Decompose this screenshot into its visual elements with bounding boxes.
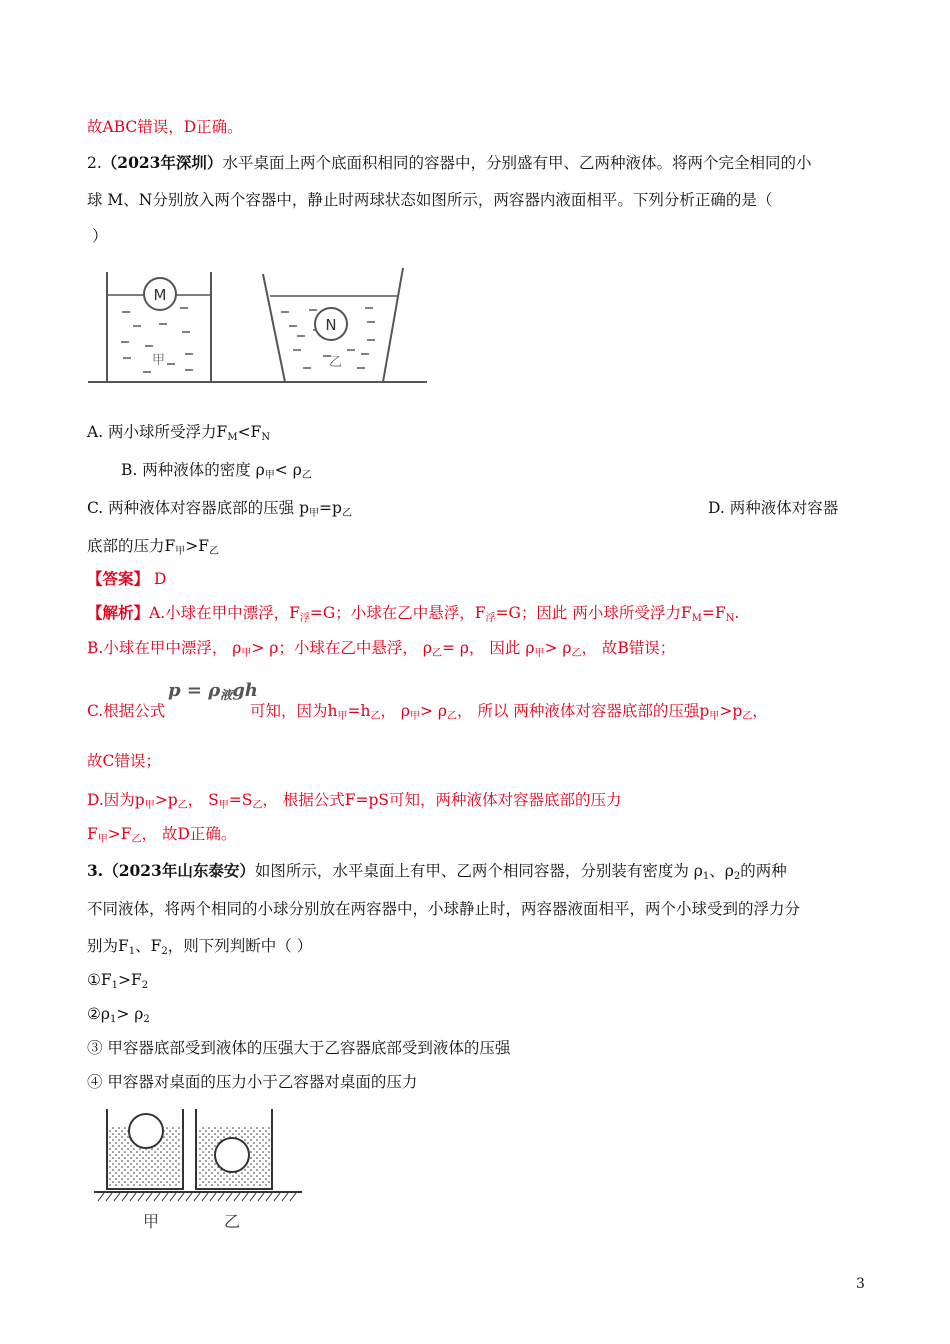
analysis-sub: 乙 bbox=[252, 800, 263, 811]
q2-analysis-b bbox=[87, 637, 675, 665]
option-a-mid: <F bbox=[237, 423, 262, 441]
option-d-mid: >F bbox=[185, 537, 210, 555]
analysis-sub: 乙 bbox=[742, 711, 753, 722]
ball-n-label: N bbox=[325, 316, 337, 334]
q3-stem3-text: 别为F bbox=[87, 937, 129, 955]
q3-item1 bbox=[87, 969, 148, 997]
analysis-sub: 浮 bbox=[485, 613, 496, 624]
q3-sub: 1 bbox=[111, 980, 119, 991]
option-d-sub: 甲 bbox=[175, 546, 186, 557]
analysis-sub: 乙 bbox=[431, 648, 442, 659]
option-b-text: B. 两种液体的密度 ρ bbox=[121, 461, 265, 479]
q3-stem-text1: 如图所示，水平桌面上有甲、乙两个相同容器，分别装有密度为 ρ bbox=[254, 862, 703, 880]
item2-mid: > ρ bbox=[116, 1005, 144, 1023]
option-b-sub: 乙 bbox=[301, 470, 312, 481]
q2-analysis-c-start: C.根据公式 bbox=[87, 702, 166, 720]
option-d-sub: 乙 bbox=[209, 546, 220, 557]
q2-figure bbox=[85, 260, 435, 390]
analysis-sub: 甲 bbox=[709, 711, 720, 722]
liquid-right-label: 乙 bbox=[329, 355, 343, 370]
q2-stem-line3: ） bbox=[92, 227, 108, 245]
q3-number: 3. bbox=[87, 861, 104, 880]
analysis-a-end2: =F bbox=[701, 604, 726, 622]
analysis-c-mid: =h bbox=[347, 702, 371, 720]
answer-label: 【答案】 bbox=[87, 569, 150, 588]
item1-text: ①F bbox=[87, 971, 112, 989]
q3-stem-mid: 、ρ bbox=[709, 862, 734, 880]
q3-stem-line3 bbox=[87, 935, 312, 963]
option-b-mid: < ρ bbox=[274, 461, 302, 479]
analysis-c-mid: >p bbox=[719, 702, 743, 720]
q3-stem-end: 的两种 bbox=[740, 862, 787, 880]
q2-stem-line2: 球 M、N分别放入两个容器中，静止时两球状态如图所示，两容器内液面相平。下列分析正确的是（ bbox=[87, 191, 773, 209]
q3-sub: 2 bbox=[161, 946, 168, 957]
analysis-c-mid: ， 所以 两种液体对容器底部的压强p bbox=[457, 702, 710, 720]
analysis-b-end: ， 故B错误； bbox=[581, 639, 676, 657]
analysis-a-end3: . bbox=[734, 604, 740, 622]
ball-1 bbox=[129, 1114, 163, 1148]
analysis-sub: 乙 bbox=[571, 648, 582, 659]
option-a-text: A. 两小球所受浮力F bbox=[87, 423, 228, 441]
ball-m-label: M bbox=[153, 286, 167, 304]
q3-item3: ③ 甲容器底部受到液体的压强大于乙容器底部受到液体的压强 bbox=[87, 1039, 511, 1057]
q2-answer bbox=[87, 568, 166, 590]
analysis-sub: N bbox=[725, 613, 735, 624]
q3-stem3-mid: 、F bbox=[135, 937, 162, 955]
q2-option-a bbox=[87, 421, 270, 449]
item2-text: ②ρ bbox=[87, 1005, 111, 1023]
analysis-d-mid: ， S bbox=[187, 791, 219, 809]
formula-sub: 液 bbox=[220, 688, 233, 702]
analysis-sub: 甲 bbox=[410, 711, 421, 722]
q2-analysis-c-line2: 故C错误； bbox=[87, 752, 161, 770]
q3-sub: 1 bbox=[702, 871, 710, 882]
q3-item2 bbox=[87, 1003, 150, 1031]
q3-stem-line2: 不同液体，将两个相同的小球分别放在两容器中，小球静止时，两容器液面相平，两个小球受到的浮力分 bbox=[87, 900, 801, 918]
option-c-sub: 乙 bbox=[341, 508, 352, 519]
q2-option-d-part2 bbox=[87, 535, 219, 563]
analysis-sub: 甲 bbox=[218, 800, 229, 811]
q2-stem-text1: 水平桌面上两个底面积相同的容器中，分别盛有甲、乙两种液体。将两个完全相同的小 bbox=[222, 154, 812, 172]
analysis-b-text: B.小球在甲中漂浮， ρ bbox=[87, 639, 242, 657]
q2-analysis-a bbox=[87, 602, 739, 630]
analysis-b-mid: > ρ；小球在乙中悬浮， ρ bbox=[251, 639, 432, 657]
analysis-sub: 甲 bbox=[337, 711, 348, 722]
analysis-b-mid: = ρ， 因此 ρ bbox=[441, 639, 535, 657]
analysis-sub: 甲 bbox=[534, 648, 545, 659]
analysis-a-text: A.小球在甲中漂浮，F bbox=[149, 604, 300, 622]
analysis-c-end: ， bbox=[752, 702, 768, 720]
analysis-sub: M bbox=[691, 613, 702, 624]
formula-main: p = ρ bbox=[168, 680, 221, 701]
analysis-sub: 甲 bbox=[144, 800, 155, 811]
analysis-sub: 乙 bbox=[177, 800, 188, 811]
option-c-text: C. 两种液体对容器底部的压强 p bbox=[87, 499, 310, 517]
q2-stem-line1 bbox=[87, 152, 811, 174]
q2-analysis-d bbox=[87, 789, 622, 817]
q2-analysis-c bbox=[250, 700, 768, 728]
previous-conclusion: 故ABC错误，D正确。 bbox=[87, 118, 243, 136]
analysis-sub: 甲 bbox=[97, 834, 108, 845]
option-a-sub: M bbox=[227, 432, 238, 443]
option-c-mid: =p bbox=[319, 499, 342, 517]
ball-2 bbox=[215, 1138, 249, 1172]
option-a-sub: N bbox=[261, 432, 271, 443]
analysis-d2-mid: >F bbox=[107, 825, 132, 843]
analysis-c-mid: ， ρ bbox=[380, 702, 411, 720]
analysis-sub: 浮 bbox=[299, 613, 310, 624]
q2-source: （2023年深圳） bbox=[101, 153, 223, 172]
formula-end: gh bbox=[232, 680, 258, 701]
analysis-sub: 乙 bbox=[370, 711, 381, 722]
q3-sub: 2 bbox=[143, 1014, 150, 1025]
analysis-b-mid: > ρ bbox=[544, 639, 572, 657]
q2-option-d-part1: D. 两种液体对容器 bbox=[708, 499, 839, 517]
analysis-label: 【解析】 bbox=[87, 603, 150, 622]
analysis-d-text: D.因为p bbox=[87, 791, 145, 809]
container-left-label: 甲 bbox=[143, 1212, 160, 1231]
q3-sub: 1 bbox=[128, 946, 136, 957]
item1-mid: >F bbox=[118, 971, 142, 989]
liquid-left-label: 甲 bbox=[152, 353, 166, 368]
q2-option-b bbox=[121, 459, 312, 487]
q3-figure bbox=[90, 1105, 315, 1235]
q3-source: （2023年山东泰安） bbox=[103, 861, 255, 880]
q2-option-c bbox=[87, 497, 352, 525]
option-d-text: 底部的压力F bbox=[87, 537, 176, 555]
analysis-sub: 乙 bbox=[131, 834, 142, 845]
option-b-sub: 甲 bbox=[264, 470, 275, 481]
analysis-d-mid: >p bbox=[154, 791, 178, 809]
analysis-c-text: 可知，因为h bbox=[250, 702, 338, 720]
analysis-d2-end: ， 故D正确。 bbox=[141, 825, 237, 843]
analysis-a-mid: =G；小球在乙中悬浮，F bbox=[309, 604, 486, 622]
q2-analysis-d-line2 bbox=[87, 823, 236, 851]
analysis-d2-text: F bbox=[87, 825, 98, 843]
q2-number: 2. bbox=[87, 154, 102, 172]
analysis-sub: 甲 bbox=[241, 648, 252, 659]
q3-sub: 2 bbox=[141, 980, 149, 991]
analysis-d-mid: ， 根据公式F=pS可知，两种液体对容器底部的压力 bbox=[262, 791, 622, 809]
q3-sub: 2 bbox=[733, 871, 741, 882]
answer-value: D bbox=[153, 570, 167, 588]
analysis-a-end: =G；因此 两小球所受浮力F bbox=[495, 604, 692, 622]
q3-stem-line1 bbox=[87, 860, 787, 888]
pressure-formula bbox=[168, 680, 258, 703]
analysis-c-mid: > ρ bbox=[420, 702, 448, 720]
page-number: 3 bbox=[856, 1276, 865, 1292]
q3-item4: ④ 甲容器对桌面的压力小于乙容器对桌面的压力 bbox=[87, 1073, 418, 1091]
q3-stem3-end: ，则下列判断中（ ） bbox=[167, 937, 313, 955]
option-c-sub: 甲 bbox=[309, 508, 320, 519]
analysis-sub: 乙 bbox=[447, 711, 458, 722]
q3-sub: 1 bbox=[110, 1014, 117, 1025]
container-right-label: 乙 bbox=[224, 1212, 241, 1231]
analysis-d-mid: =S bbox=[228, 791, 253, 809]
